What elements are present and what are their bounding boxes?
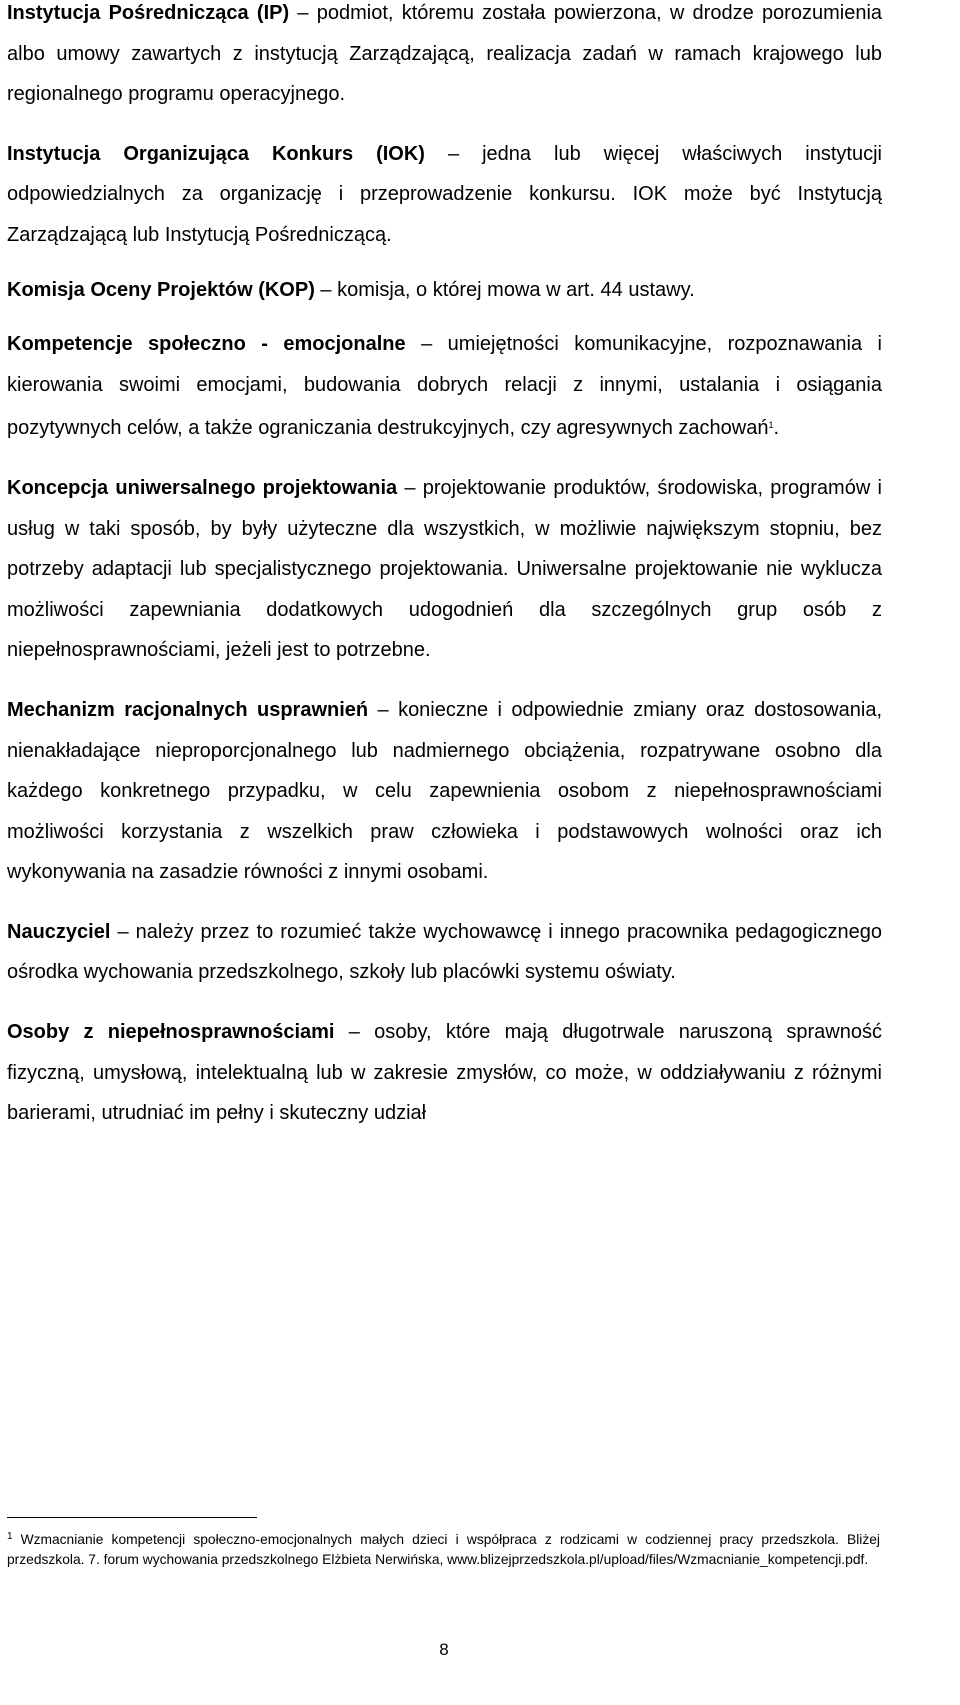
definition-entry [7, 912, 882, 993]
definition-entry [7, 468, 882, 671]
definition-term: Kompetencje społeczno - emocjonalne [7, 333, 406, 356]
definition-term: Instytucja Organizująca Konkurs (IOK) [7, 142, 425, 165]
definition-dash: – [320, 278, 332, 301]
definition-dash: – [404, 476, 416, 499]
definition-text: konieczne i odpowiednie zmiany oraz dostosowania, nienakładające nieproporcjonalnego lub nadmiernego obciążenia, rozpatrywane osobno dla każdego konkretnego przypadku, w celu zapewnienia osobom z niepełnosprawnościami możliwości korzystania z wszelkich praw człowieka i podstawowych wolności oraz ich wykonywania na zasadzie równości z innymi osobami. [7, 698, 882, 884]
definition-dash: – [348, 1021, 360, 1044]
footnote-number: 1 [7, 1531, 13, 1542]
definition-dash: – [297, 2, 309, 24]
page-number: 8 [439, 1640, 449, 1659]
footnote-reference: 1 [768, 420, 774, 431]
definition-term: Koncepcja uniwersalnego projektowania [7, 476, 398, 499]
definition-text-end: . [773, 417, 780, 440]
document-page [7, 0, 882, 1134]
definition-dash: – [447, 142, 460, 165]
definition-text: komisja, o której mowa w art. 44 ustawy. [337, 278, 695, 301]
definition-term: Nauczyciel [7, 920, 111, 943]
definition-entry [7, 324, 882, 449]
definition-entry [7, 690, 882, 893]
definition-entry [7, 1012, 882, 1134]
definition-text: projektowanie produktów, środowiska, programów i usług w taki sposób, by były użyteczne dla wszystkich, w możliwie największym stopniu, bez potrzeby adaptacji lub specjalistycznego projektowania. Uniwersalne projektowanie nie wyklucza możliwości zapewniania dodatkowych udogodnień dla szczególnych grup osób z niepełnosprawnościami, jeżeli jest to potrzebne. [7, 476, 882, 662]
definition-text: należy przez to rozumieć także wychowawcę i innego pracownika pedagogicznego ośrodka wychowania przedszkolnego, szkoły lub placówki systemu oświaty. [7, 920, 882, 984]
definition-text: jedna lub więcej właściwych instytucji odpowiedzialnych za organizację i przeprowadzenie konkursu. IOK może być Instytucją Zarządzającą lub Instytucją Pośredniczącą. [7, 142, 882, 246]
footnote-separator [7, 1517, 257, 1518]
definition-dash: – [421, 333, 433, 356]
footnote [7, 1527, 880, 1570]
footnote-text: Wzmacnianie kompetencji społeczno-emocjonalnych małych dzieci i współpraca z rodzicami w codziennej pracy przedszkola. Bliżej przedszkola. 7. forum wychowania przedszkolnego Elżbieta Nerwińska, www.blizejprzedszkola.pl/upload/files/Wzmacnianie_kompetencji.pdf. [7, 1532, 880, 1567]
definition-entry [7, 270, 882, 311]
definition-text: podmiot, któremu została powierzona, w drodze porozumienia albo umowy zawartych z instytucją Zarządzającą, realizacja zadań w ramach krajowego lub regionalnego programu operacyjnego. [7, 2, 883, 106]
definition-text: osoby, które mają długotrwale naruszoną sprawność fizyczną, umysłową, intelektualną lub w zakresie zmysłów, co może, w oddziaływaniu z różnymi barierami, utrudniać im pełny i skuteczny udział [7, 1021, 882, 1125]
definition-term: Instytucja Pośrednicząca (IP) [7, 2, 290, 24]
definition-term: Komisja Oceny Projektów (KOP) [7, 278, 315, 301]
definition-term: Osoby z niepełnosprawnościami [7, 1021, 335, 1044]
definition-term: Mechanizm racjonalnych usprawnień [7, 698, 369, 721]
definition-dash: – [377, 698, 389, 721]
definition-text: umiejętności komunikacyjne, rozpoznawania i kierowania swoimi emocjami, budowania dobrych relacji z innymi, ustalania i osiągania pozytywnych celów, a także ograniczania destrukcyjnych, czy agresywnych zachowań [7, 333, 882, 440]
definition-dash: – [117, 920, 129, 943]
definition-entry [7, 134, 882, 256]
definition-entry [7, 0, 882, 115]
